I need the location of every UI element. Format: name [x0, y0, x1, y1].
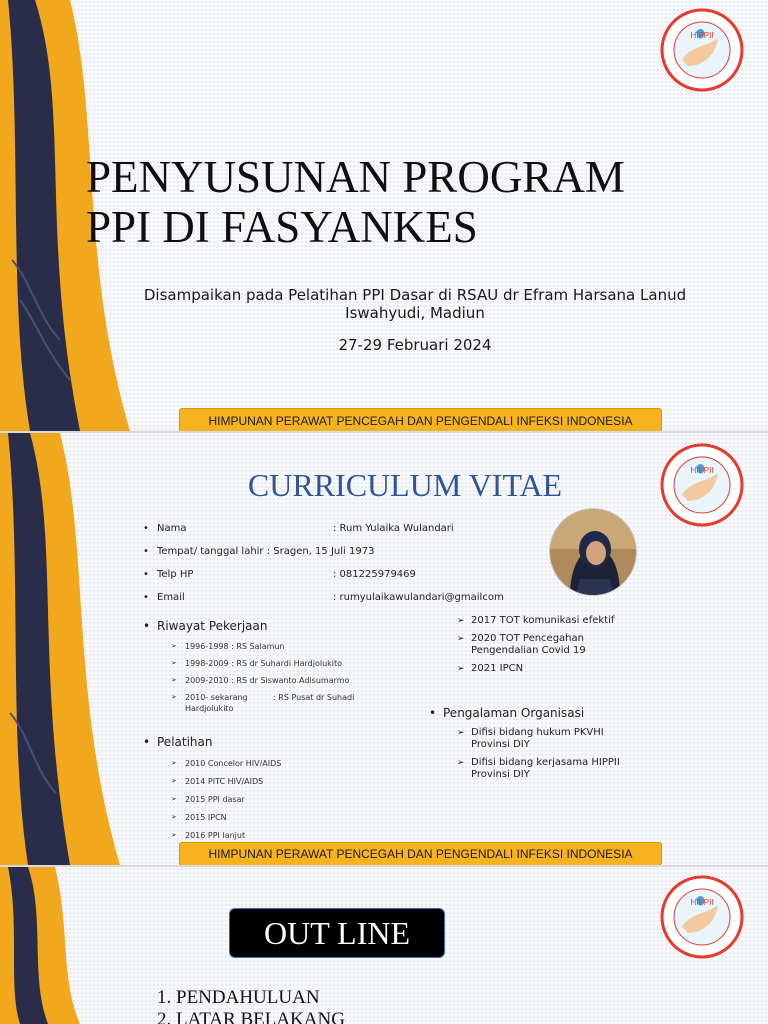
list-item: ➢ 2015 PPI dasar: [171, 794, 371, 805]
slide-2[interactable]: [0, 433, 768, 865]
list-item: ➢ 1998-2009 : RS dr Suhardi Hardjolukito: [171, 658, 371, 669]
section-pelatihan: • Pelatihan: [143, 735, 212, 749]
list-item: ➢ 2020 TOT Pencegahan Pengendalian Covid 19: [457, 633, 611, 657]
footer-banner: HIMPUNAN PERAWAT PENCEGAH DAN PENGENDALI INFEKSI INDONESIA: [179, 408, 662, 431]
list-item: ➢ 2010 Concelor HIV/AIDS: [171, 758, 371, 769]
slide-title: PENYUSUNAN PROGRAM PPI DI FASYANKES: [86, 152, 625, 252]
logo-text: HIPPII: [690, 466, 714, 475]
list-item: ➢ 2015 IPCN: [171, 812, 371, 823]
cv-field-birth: • Tempat/ tanggal lahir : Sragen, 15 Juli 1973: [143, 544, 543, 567]
pelatihan-list: [171, 758, 371, 841]
section-organisasi: • Pengalaman Organisasi: [429, 706, 584, 720]
cv-fields: [143, 521, 543, 613]
organisasi-list: [457, 727, 637, 787]
side-decoration: [0, 433, 140, 865]
list-item: ➢ Difisi bidang kerjasama HIPPII Provinsi DIY: [457, 757, 641, 781]
slide-subtitle: Disampaikan pada Pelatihan PPI Dasar di RSAU dr Efram Harsana Lanud Iswahyudi, Madiun: [143, 286, 687, 322]
hippii-logo: [660, 875, 744, 959]
hippii-logo: [660, 443, 744, 527]
outline-title: OUT LINE: [229, 908, 445, 958]
slide-1[interactable]: [0, 0, 768, 431]
pelatihan-right-list: [457, 615, 637, 681]
list-item: ➢ 2010- sekarang : RS Pusat dr Suhadi Hardjolukito: [171, 692, 385, 714]
list-item: ➢ 2021 IPCN: [457, 663, 637, 675]
list-item: ➢ 1996-1998 : RS Salamun: [171, 641, 371, 652]
list-item: ➢ Difisi bidang hukum PKVHI Provinsi DIY: [457, 727, 631, 751]
logo-text: HIPPII: [690, 898, 714, 907]
list-item: ➢ 2014 PITC HIV/AIDS: [171, 776, 371, 787]
slide-date: 27-29 Februari 2024: [338, 336, 492, 354]
list-item: ➢ 2009-2010 : RS dr Siswanto Adisumarmo: [171, 675, 371, 686]
section-riwayat: • Riwayat Pekerjaan: [143, 619, 268, 633]
outline-list: [157, 987, 345, 1024]
cv-field-email: • Email : rumyulaikawulandari@gmailcom: [143, 590, 543, 613]
list-item: 1. PENDAHULUAN: [157, 987, 320, 1008]
list-item: 2. LATAR BELAKANG: [157, 1009, 345, 1024]
riwayat-list: [171, 641, 371, 714]
profile-photo: [549, 508, 637, 596]
cv-field-name: • Nama : Rum Yulaika Wulandari: [143, 521, 543, 544]
cv-field-phone: • Telp HP : 081225979469: [143, 567, 543, 590]
logo-text: HIPPII: [690, 31, 714, 40]
list-item: ➢ 2016 PPI lanjut: [171, 830, 371, 841]
slide-3[interactable]: [0, 867, 768, 1024]
side-decoration: [0, 867, 140, 1024]
cv-title: CURRICULUM VITAE: [247, 467, 563, 503]
hippii-logo: [660, 8, 744, 92]
list-item: ➢ 2017 TOT komunikasi efektif: [457, 615, 637, 627]
footer-banner: HIMPUNAN PERAWAT PENCEGAH DAN PENGENDALI INFEKSI INDONESIA: [179, 842, 662, 865]
